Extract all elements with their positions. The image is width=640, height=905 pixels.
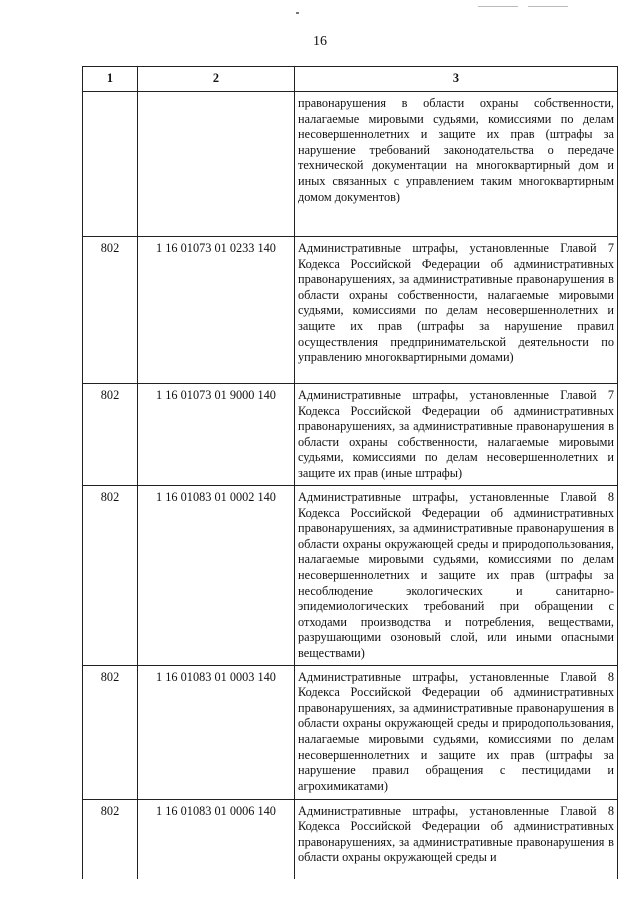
budget-code-cell: 1 16 01083 01 0006 140 bbox=[138, 799, 295, 899]
revenue-codes-table bbox=[82, 66, 618, 900]
admin-code-cell: 802 bbox=[83, 486, 138, 666]
description-cell: Административные штрафы, установленные Главой 8 Кодекса Российской Федерации об административных правонарушениях, за административные правонарушения в области охраны окружающей среды и природопользования, налагаемые мировыми судьями, комиссиями по делам несовершеннолетних и защите их прав (штрафы за нарушение правил обращения с пестицидами и агрохимикатами) bbox=[295, 665, 618, 799]
scan-artifact bbox=[296, 12, 299, 14]
page-number: 16 bbox=[313, 34, 327, 49]
budget-code-cell: 1 16 01073 01 0233 140 bbox=[138, 237, 295, 384]
scan-artifact-line bbox=[528, 6, 568, 7]
admin-code-cell: 802 bbox=[83, 665, 138, 799]
column-header-2: 2 bbox=[138, 67, 295, 92]
table-header-row bbox=[83, 67, 618, 92]
description-cell: Административные штрафы, установленные Главой 7 Кодекса Российской Федерации об административных правонарушениях, за административные правонарушения в области охраны собственности, налагаемые мировыми судьями, комиссиями по делам несовершеннолетних и защите их прав (иные штрафы) bbox=[295, 384, 618, 486]
admin-code-cell bbox=[83, 92, 138, 237]
admin-code-cell: 802 bbox=[83, 799, 138, 899]
table-row bbox=[83, 665, 618, 799]
admin-code-cell: 802 bbox=[83, 237, 138, 384]
table-row bbox=[83, 384, 618, 486]
scan-artifact-line bbox=[478, 6, 518, 7]
column-header-3: 3 bbox=[295, 67, 618, 92]
budget-code-cell: 1 16 01083 01 0002 140 bbox=[138, 486, 295, 666]
column-header-1: 1 bbox=[83, 67, 138, 92]
budget-code-cell bbox=[138, 92, 295, 237]
description-cell: правонарушения в области охраны собственности, налагаемые мировыми судьями, комиссиями по делам несовершеннолетних и защите их прав (штрафы за нарушение требований законодательства о передаче технической документации на многоквартирный дом и иных связанных с управлением таким многоквартирным домом документов) bbox=[295, 92, 618, 237]
admin-code-cell: 802 bbox=[83, 384, 138, 486]
table-row bbox=[83, 237, 618, 384]
budget-code-cell: 1 16 01073 01 9000 140 bbox=[138, 384, 295, 486]
budget-code-cell: 1 16 01083 01 0003 140 bbox=[138, 665, 295, 799]
description-cell: Административные штрафы, установленные Главой 8 Кодекса Российской Федерации об административных правонарушениях, за административные правонарушения в области охраны окружающей среды и bbox=[295, 799, 618, 899]
page-bottom-margin bbox=[0, 879, 640, 905]
description-cell: Административные штрафы, установленные Главой 7 Кодекса Российской Федерации об административных правонарушениях, за административные правонарушения в области охраны собственности, налагаемые мировыми судьями, комиссиями по делам несовершеннолетних и защите их прав (штрафы за нарушение правил осуществления предпринимательской деятельности по управлению многоквартирными домами) bbox=[295, 237, 618, 384]
table-row bbox=[83, 486, 618, 666]
table-row bbox=[83, 92, 618, 237]
description-cell: Административные штрафы, установленные Главой 8 Кодекса Российской Федерации об административных правонарушениях, за административные правонарушения в области охраны окружающей среды и природопользования, налагаемые мировыми судьями, комиссиями по делам несовершеннолетних и защите их прав (штрафы за несоблюдение экологических и санитарно-эпидемиологических требований при обращении с отходами производства и потребления, веществами, разрушающими озоновый слой, или иными опасными веществами) bbox=[295, 486, 618, 666]
